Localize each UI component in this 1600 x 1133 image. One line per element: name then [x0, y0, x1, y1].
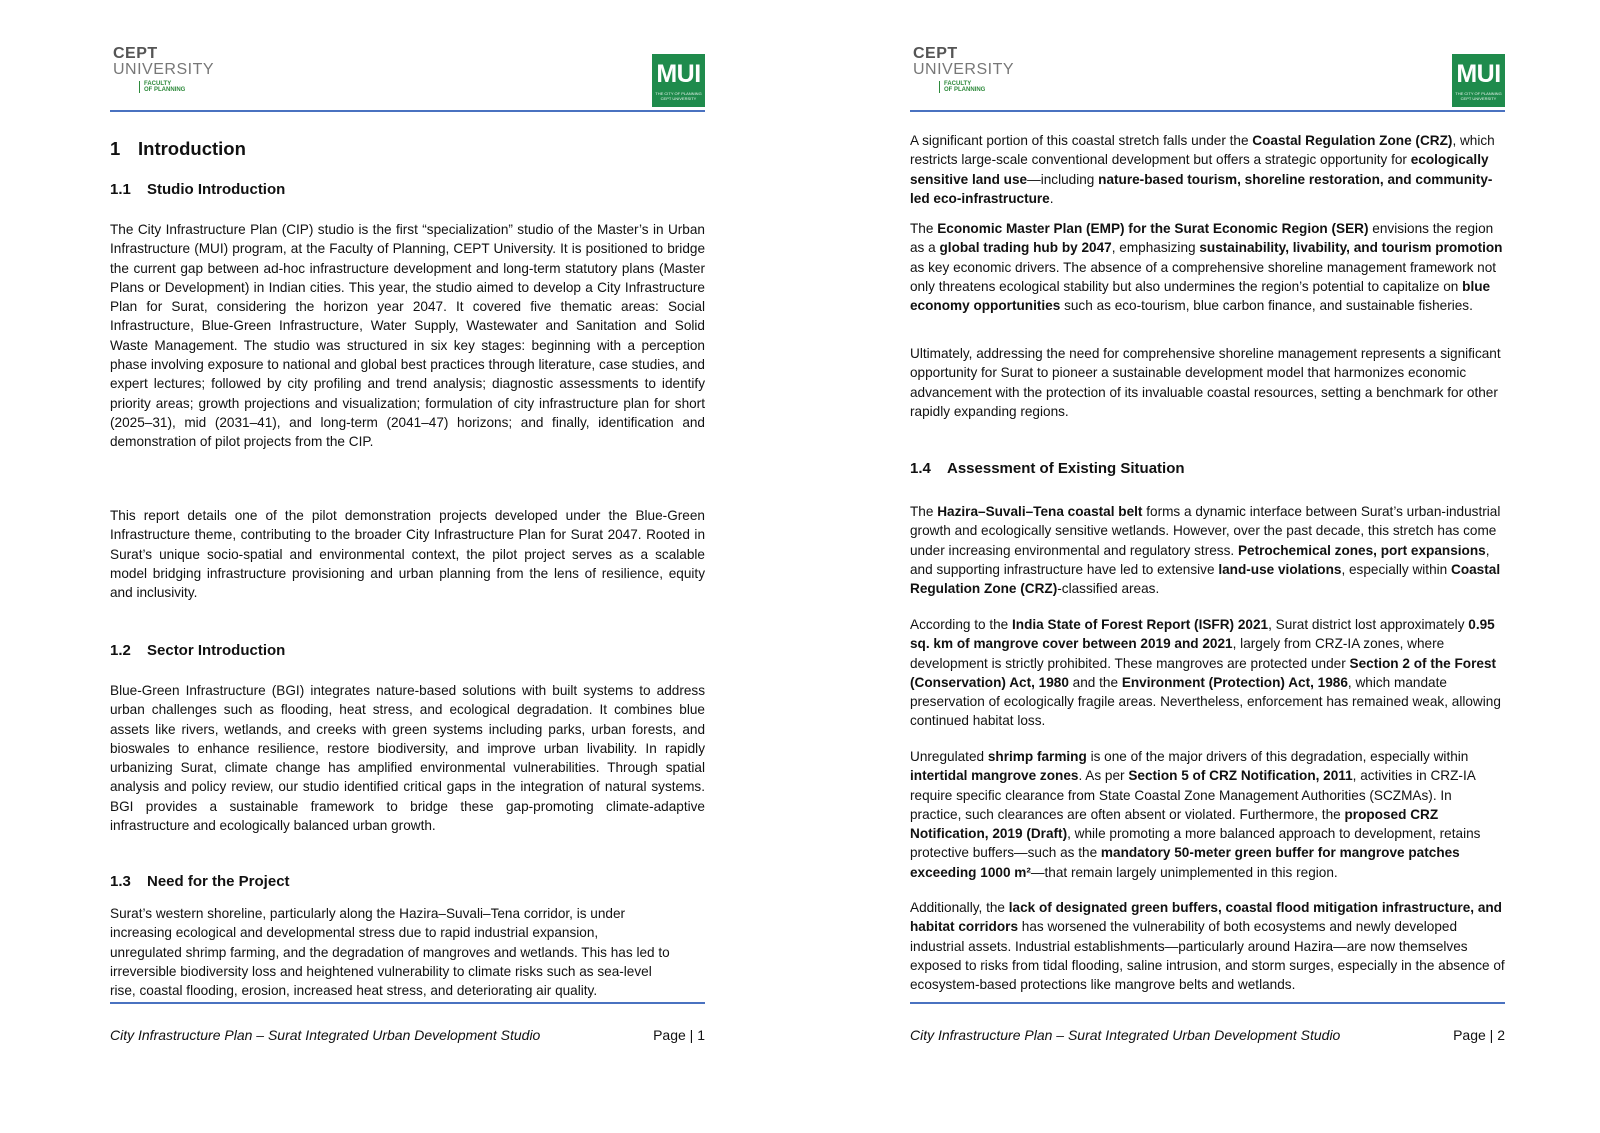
logo-university-text: UNIVERSITY	[913, 61, 1015, 78]
paragraph-pilot-report: This report details one of the pilot demonstration projects developed under the Blue-Green Infrastructure theme, contributing to the broader City Infrastructure Plan for Surat 2047. Rooted in Surat’s unique socio-spatial and environmental context, the pilot project serves as a scalable model bridging infrastructure provisioning and urban planning from the lens of resilience, equity and inclusivity.	[110, 508, 705, 601]
paragraph-shrimp-farming	[910, 747, 1505, 882]
text-run: , largely from CRZ-IA zones, where development is strictly prohibited. These mangroves are protected under	[910, 636, 1445, 671]
bold-text-run: lack of designated green buffers, coastal flood mitigation infrastructure, and habitat corridors	[910, 900, 1502, 935]
subsection-heading-sector-introduction: 1.2 Sector Introduction	[110, 642, 286, 659]
text-run: as key economic drivers. The absence of a comprehensive shoreline management framework not only threatens ecological stability but also undermines the region’s potential to capitalize on	[910, 259, 1497, 294]
paragraph-green-buffers	[910, 898, 1505, 994]
bold-text-run: 0.95 sq. km of mangrove cover between 2019 and 2021	[910, 617, 1495, 652]
subsection-heading-assessment-existing-situation: 1.4 Assessment of Existing Situation	[910, 460, 1185, 477]
bold-text-run: Environment (Protection) Act, 1986	[1121, 674, 1348, 690]
document-page-1	[110, 0, 705, 1133]
bold-text-run: land-use violations	[1218, 561, 1342, 577]
bold-text-run: Petrochemical zones, port expansions	[1237, 542, 1486, 558]
logo-faculty-text: FACULTY OF PLANNING	[139, 81, 223, 93]
subsection-heading-need-for-project: 1.3 Need for the Project	[110, 873, 290, 890]
text-run: , Surat district lost approximately	[1268, 617, 1469, 632]
page-number: Page | 2	[1453, 1027, 1505, 1043]
text-run: , activities in CRZ-IA require specific clearance from State Coastal Zone Management Authorities (SCZMAs). In practice, such clearances are often absent or violated. Furthermore, the	[910, 768, 1476, 822]
logo-cept-text: CEPT	[913, 45, 958, 62]
text-run: . As per	[1078, 768, 1129, 784]
header-divider	[110, 110, 705, 112]
header-divider	[910, 110, 1505, 112]
text-run: A significant portion of this coastal stretch falls under the	[910, 133, 1253, 148]
logo-university-text: UNIVERSITY	[113, 61, 215, 78]
mui-logo: MUI THE CITY OF PLANNING CEPT UNIVERSITY	[1452, 54, 1505, 107]
text-run: is one of the major drivers of this degradation, especially within	[1086, 749, 1469, 764]
text-run: such as eco-tourism, blue carbon finance, and sustainable fisheries.	[1060, 298, 1473, 314]
bold-text-run: Hazira–Suvali–Tena coastal belt	[937, 504, 1143, 519]
paragraph-coastal-belt	[910, 502, 1505, 598]
bold-text-run: Economic Master Plan (EMP) for the Surat Economic Region (SER)	[937, 221, 1369, 236]
subsection-heading-studio-introduction: 1.1 Studio Introduction	[110, 181, 286, 198]
bold-text-run: shrimp farming	[987, 749, 1087, 764]
cept-university-logo	[913, 46, 1023, 102]
cept-university-logo	[113, 46, 223, 102]
bold-text-run: Coastal Regulation Zone (CRZ)	[1252, 133, 1453, 148]
text-run: According to the	[910, 617, 1013, 632]
footer-title: City Infrastructure Plan – Surat Integrated Urban Development Studio	[910, 1027, 1341, 1043]
text-run: , while promoting a more balanced approach to development, retains protective buffers—such as the	[910, 826, 1481, 861]
mui-logo-text: MUI	[656, 60, 701, 88]
text-run: forms a dynamic interface between Surat’s urban-industrial growth and ecologically sensitive wetlands. However, over the past decade, this stretch has come under increasing environmental and regulatory stress.	[910, 504, 1501, 558]
paragraph-need-for-project: Surat’s western shoreline, particularly along the Hazira–Suvali–Tena corridor, is under increasing ecological and developmental stress due to rapid industrial expansion, unregulated shrimp farming, and the degradation of mangroves and wetlands. This has led to irreversible biodiversity loss and heightened vulnerability to climate risks such as sea-level rise, coastal flooding, erosion, increased heat stress, and deteriorating air quality.	[110, 906, 670, 999]
text-run: —including	[1027, 171, 1099, 187]
paragraph-economic-master-plan	[910, 219, 1505, 315]
document-page-2	[910, 0, 1505, 1133]
page-number: Page | 1	[653, 1027, 705, 1043]
logo-faculty-text: FACULTY OF PLANNING	[939, 81, 1023, 93]
footer-title: City Infrastructure Plan – Surat Integrated Urban Development Studio	[110, 1027, 541, 1043]
bold-text-run: sustainability, livability, and tourism promotion	[1199, 240, 1503, 256]
text-run: , which mandate preservation of ecologically fragile areas. Nevertheless, enforcement has remained weak, allowing continued habitat loss.	[910, 674, 1501, 729]
text-run: The	[910, 504, 938, 519]
text-run: Additionally, the	[910, 900, 1009, 915]
bold-text-run: blue economy opportunities	[910, 278, 1491, 314]
bold-text-run: Coastal Regulation Zone (CRZ)	[910, 561, 1501, 597]
paragraph-isfr-report	[910, 615, 1505, 731]
logo-cept-text: CEPT	[113, 45, 158, 62]
text-run: The	[910, 221, 938, 236]
bold-text-run: India State of Forest Report (ISFR) 2021	[1012, 617, 1269, 632]
bold-text-run: global trading hub by 2047	[939, 240, 1112, 256]
bold-text-run: proposed CRZ Notification, 2019 (Draft)	[910, 806, 1439, 842]
text-run: , and supporting infrastructure have led to extensive	[910, 542, 1490, 577]
footer-divider	[910, 1002, 1505, 1004]
bold-text-run: ecologically sensitive land use	[910, 152, 1489, 187]
text-run: , especially within	[1341, 561, 1451, 577]
paragraph-crz-portion	[910, 131, 1505, 208]
text-run: envisions the region as a	[910, 221, 1494, 256]
bold-text-run: intertidal mangrove zones	[910, 768, 1079, 784]
text-run: , which restricts large-scale conventional development but offers a strategic opportunity for	[910, 133, 1495, 168]
bold-text-run: Section 2 of the Forest (Conservation) Act, 1980	[910, 655, 1497, 690]
text-run: and the	[1068, 674, 1122, 690]
bold-text-run: mandatory 50-meter green buffer for mangrove patches exceeding 1000 m²	[910, 845, 1460, 880]
footer-divider	[110, 1002, 705, 1004]
text-run: -classified areas.	[1057, 581, 1160, 597]
bold-text-run: Section 5 of CRZ Notification, 2011	[1128, 768, 1353, 784]
text-run: has worsened the vulnerability of both ecosystems and newly developed industrial assets. Industrial establishments—particularly around Hazira—are now themselves exposed to risks from tidal flooding, saline intrusion, and storm surges, especially in the absence of ecosystem-based protections like mangrove belts and wetlands.	[910, 919, 1505, 993]
section-heading-introduction: 1 Introduction	[110, 138, 246, 159]
mui-logo-text: MUI	[1456, 60, 1501, 88]
mui-logo: MUI THE CITY OF PLANNING CEPT UNIVERSITY	[652, 54, 705, 107]
text-run: , emphasizing	[1111, 240, 1200, 256]
paragraph-sector-intro: Blue-Green Infrastructure (BGI) integrates nature-based solutions with built systems to address urban challenges such as flooding, heat stress, and ecological degradation. It combines blue assets like rivers, wetlands, and creeks with green systems including parks, urban forests, and bioswales to enhance resilience, restore biodiversity, and improve urban livability. In rapidly urbanizing Surat, climate change has amplified environmental vulnerabilities. Through spatial analysis and policy review, our studio identified critical gaps in the integration of natural systems. BGI provides a sustainable framework to bridge these gap-promoting climate-adaptive infrastructure and ecologically balanced urban growth.	[110, 683, 705, 834]
paragraph-shoreline-management: Ultimately, addressing the need for comprehensive shoreline management represents a significant opportunity for Surat to pioneer a sustainable development model that harmonizes economic advancement with the protection of its invaluable coastal resources, setting a benchmark for other rapidly expanding regions.	[910, 346, 1501, 419]
bold-text-run: nature-based tourism, shoreline restoration, and community-led eco-infrastructure	[910, 171, 1493, 206]
text-run: —that remain largely unimplemented in this region.	[1030, 864, 1338, 880]
text-run: Unregulated	[910, 749, 988, 764]
paragraph-studio-intro: The City Infrastructure Plan (CIP) studio is the first “specialization” studio of the Master’s in Urban Infrastructure (MUI) program, at the Faculty of Planning, CEPT University. It is positioned to bridge the current gap between ad-hoc infrastructure development and long-term statutory plans (Master Plans or Development) in Indian cities. This year, the studio aimed to develop a City Infrastructure Plan for Surat, considering the horizon year 2047. It covered five thematic areas: Social Infrastructure, Blue-Green Infrastructure, Water Supply, Wastewater and Sanitation and Solid Waste Management. The studio was structured in six key stages: beginning with a perception phase involving exposure to national and global best practices through literature, case studies, and expert lectures; followed by city profiling and trend analysis; diagnostic assessments to identify priority areas; growth projections and visualization; formulation of city infrastructure plan for short (2025–31), mid (2031–41), and long-term (2041–47) horizons; and finally, identification and demonstration of pilot projects from the CIP.	[110, 222, 705, 450]
text-run: .	[1049, 190, 1054, 206]
